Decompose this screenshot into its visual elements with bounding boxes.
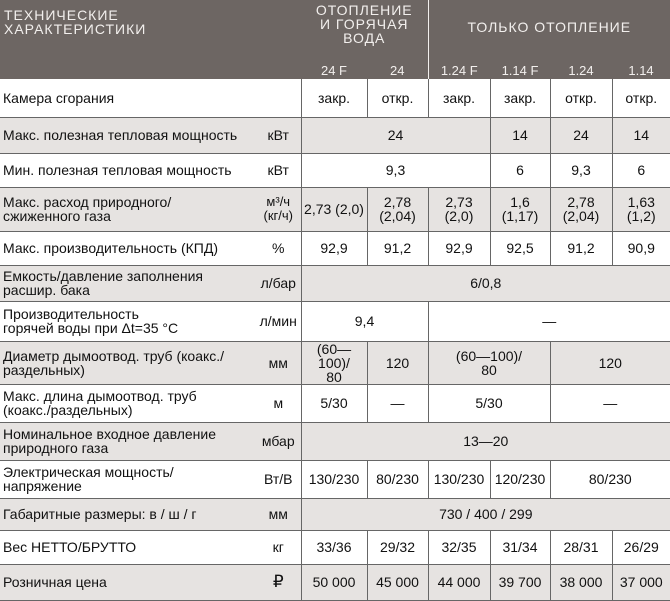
table-row: Диаметр дымоотвод. труб (коакс./ раздельных) мм (60—100)/ 80 120 (60—100)/ 80 120 [0, 341, 670, 384]
table-row: Розничная цена ₽ 50 000 45 000 44 000 39 700 38 000 37 000 [0, 564, 670, 600]
table-row: Макс. производительность (КПД) % 92,9 91,2 92,9 92,5 91,2 90,9 [0, 231, 670, 265]
table-row: Емкость/давление заполнения расшир. бака л/бар 6/0,8 [0, 265, 670, 301]
table-row: Макс. полезная тепловая мощность кВт 24 14 24 14 [0, 117, 670, 153]
table-title: ТЕХНИЧЕСКИЕ ХАРАКТЕРИСТИКИ [0, 0, 301, 61]
table-row: Электрическая мощность/ напряжение Вт/В 130/230 80/230 130/230 120/230 80/230 [0, 460, 670, 498]
ruble-icon: ₽ [256, 564, 301, 600]
table-row: Вес НЕТТО/БРУТТО кг 33/36 29/32 32/35 31/34 28/31 26/29 [0, 530, 670, 564]
group-heating-hotwater: ОТОПЛЕНИЕ И ГОРЯЧАЯ ВОДА [301, 0, 428, 61]
model-header-spacer [0, 61, 301, 79]
table-row: Габаритные размеры: в / ш / г мм 730 / 400 / 299 [0, 498, 670, 530]
model-1-24: 1.24 [550, 61, 612, 79]
model-24f: 24 F [301, 61, 367, 79]
model-1-14f: 1.14 F [490, 61, 550, 79]
model-1-24f: 1.24 F [428, 61, 490, 79]
group-heating-only: ТОЛЬКО ОТОПЛЕНИЕ [428, 0, 670, 61]
table-row: Макс. расход природного/ сжиженного газа м³/ч (кг/ч) 2,73 (2,0) 2,78 (2,04) 2,73 (2,0) 1,6 (1,17) 2,78 (2,04) 1,63 (1,2) [0, 187, 670, 231]
table-row: Номинальное входное давление природного газа мбар 13—20 [0, 422, 670, 460]
table-row: Производительность горячей воды при Δt=35 °C л/мин 9,4 — [0, 301, 670, 341]
table-row: Камера сгорания закр. откр. закр. закр. откр. откр. [0, 79, 670, 117]
model-24: 24 [367, 61, 428, 79]
table-row: Мин. полезная тепловая мощность кВт 9,3 6 9,3 6 [0, 153, 670, 187]
table-row: Макс. длина дымоотвод. труб (коакс./раздельных) м 5/30 — 5/30 — [0, 384, 670, 422]
model-1-14: 1.14 [612, 61, 670, 79]
